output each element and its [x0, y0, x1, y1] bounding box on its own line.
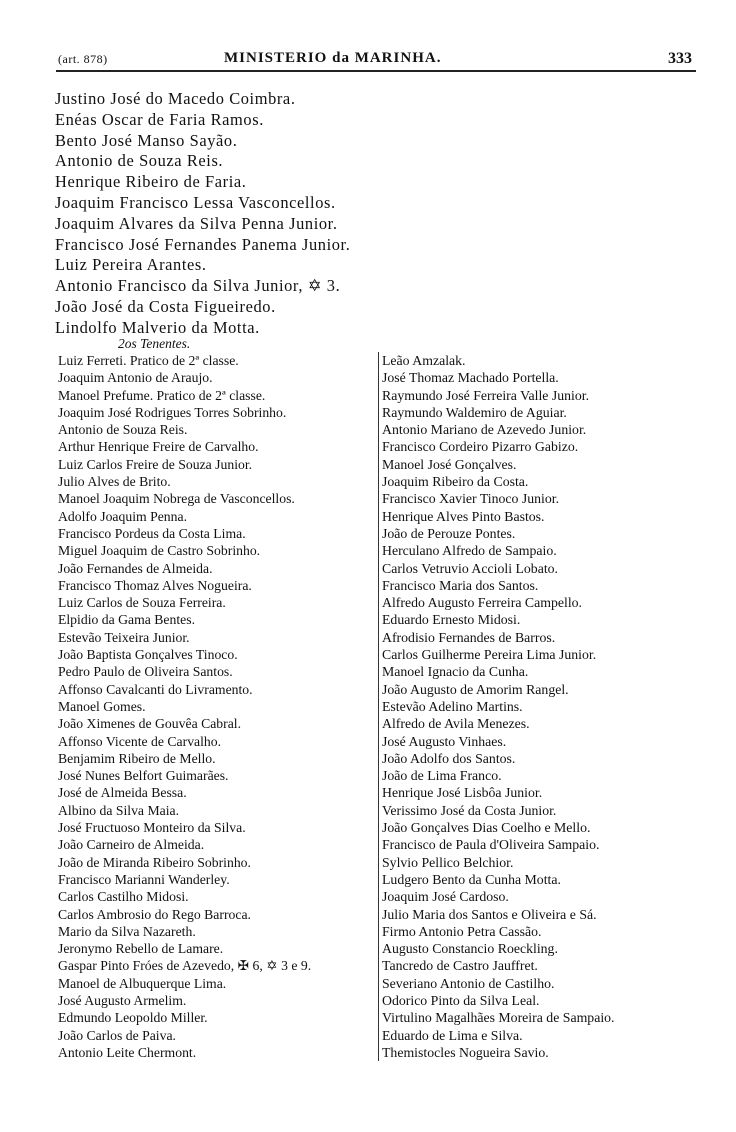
list-item: Joaquim Antonio de Araujo.	[58, 370, 213, 386]
list-item: Alfredo Augusto Ferreira Campello.	[382, 595, 583, 611]
list-item: Benjamim Ribeiro de Mello.	[58, 750, 216, 766]
list-item: Carlos Castilho Midosi.	[58, 889, 189, 905]
list-item: Carlos Ambrosio do Rego Barroca.	[58, 906, 251, 922]
list-item: Antonio Leite Chermont.	[58, 1044, 197, 1060]
list-item: Eduardo de Lima e Silva.	[382, 1027, 523, 1043]
list-item: Francisco Thomaz Alves Nogueira.	[58, 577, 252, 593]
list-item: Verissimo José da Costa Junior.	[382, 802, 557, 818]
list-item: João de Lima Franco.	[382, 768, 502, 784]
list-item: Leão Amzalak.	[382, 353, 466, 368]
list-item: Tancredo de Castro Jauffret.	[382, 958, 538, 974]
list-item: Manoel Ignacio da Cunha.	[382, 664, 529, 680]
list-item: Joaquim Ribeiro da Costa.	[382, 474, 529, 490]
list-item: Henrique Alves Pinto Bastos.	[382, 508, 545, 524]
officer-name: Joaquim Francisco Lessa Vasconcellos.	[55, 192, 336, 212]
section-title: 2os Tenentes.	[118, 336, 191, 351]
list-item: Pedro Paulo de Oliveira Santos.	[58, 664, 233, 680]
list-item: Carlos Guilherme Pereira Lima Junior.	[382, 647, 597, 663]
list-item: Julio Alves de Brito.	[58, 474, 171, 490]
list-item: Gaspar Pinto Fróes de Azevedo, ✠ 6, ✡ 3 e 9.	[58, 958, 312, 974]
list-item: Augusto Constancio Roeckling.	[382, 941, 558, 957]
list-item: Affonso Vicente de Carvalho.	[58, 733, 222, 749]
list-item: Albino da Silva Maia.	[58, 802, 180, 818]
list-item: Estevão Adelino Martins.	[382, 698, 523, 714]
list-item: Francisco Maria dos Santos.	[382, 577, 539, 593]
list-item: Mario da Silva Nazareth.	[58, 923, 196, 939]
page-title: MINISTERIO da MARINHA.	[224, 50, 442, 66]
list-item: João Gonçalves Dias Coelho e Mello.	[382, 820, 591, 836]
officers-list	[55, 89, 475, 339]
list-item: José Thomaz Machado Portella.	[382, 370, 559, 386]
list-item: Raymundo José Ferreira Valle Junior.	[382, 387, 590, 403]
list-item: João Carneiro de Almeida.	[58, 837, 205, 853]
list-item: José Fructuoso Monteiro da Silva.	[58, 820, 246, 836]
list-item: José de Almeida Bessa.	[58, 785, 187, 801]
officer-name: Lindolfo Malverio da Motta.	[55, 317, 260, 337]
list-item: Sylvio Pellico Belchior.	[382, 854, 514, 870]
list-item: Themistocles Nogueira Savio.	[382, 1044, 549, 1060]
list-item: Manoel Prefume. Pratico de 2ª classe.	[58, 387, 266, 403]
left-column-list	[58, 352, 374, 1061]
list-item: João Augusto de Amorim Rangel.	[382, 681, 569, 697]
officer-name: Enéas Oscar de Faria Ramos.	[55, 109, 264, 129]
list-item: Miguel Joaquim de Castro Sobrinho.	[58, 543, 261, 559]
list-item: Jeronymo Rebello de Lamare.	[58, 941, 224, 957]
list-item: Estevão Teixeira Junior.	[58, 629, 190, 645]
list-item: Antonio Mariano de Azevedo Junior.	[382, 422, 587, 438]
list-item: Luiz Carlos Freire de Souza Junior.	[58, 456, 253, 472]
officer-name: Antonio de Souza Reis.	[55, 151, 224, 171]
list-item: Herculano Alfredo de Sampaio.	[382, 543, 557, 559]
page-number: 333	[668, 50, 692, 67]
officer-name: Justino José do Macedo Coimbra.	[55, 89, 296, 108]
officer-name: João José da Costa Figueiredo.	[55, 296, 276, 316]
officer-name: Luiz Pereira Arantes.	[55, 255, 207, 275]
list-item: Luiz Carlos de Souza Ferreira.	[58, 595, 226, 611]
list-item: Luiz Ferreti. Pratico de 2ª classe.	[58, 353, 239, 368]
list-item: José Nunes Belfort Guimarães.	[58, 768, 229, 784]
list-item: José Augusto Vinhaes.	[382, 733, 507, 749]
list-item: Francisco Xavier Tinoco Junior.	[382, 491, 560, 507]
list-item: Henrique José Lisbôa Junior.	[382, 785, 543, 801]
list-item: João Carlos de Paiva.	[58, 1027, 176, 1043]
officer-name: Antonio Francisco da Silva Junior, ✡ 3.	[55, 276, 341, 296]
list-item: João Baptista Gonçalves Tinoco.	[58, 647, 238, 663]
list-item: Francisco de Paula d'Oliveira Sampaio.	[382, 837, 600, 853]
list-item: Manoel José Gonçalves.	[382, 456, 517, 472]
header-rule	[56, 70, 696, 72]
list-item: João Fernandes de Almeida.	[58, 560, 213, 576]
list-item: Raymundo Waldemiro de Aguiar.	[382, 404, 567, 420]
list-item: Carlos Vetruvio Accioli Lobato.	[382, 560, 559, 576]
list-item: Ludgero Bento da Cunha Motta.	[382, 871, 561, 887]
list-item: Edmundo Leopoldo Miller.	[58, 1010, 208, 1026]
list-item: Arthur Henrique Freire de Carvalho.	[58, 439, 259, 455]
list-item: Odorico Pinto da Silva Leal.	[382, 992, 540, 1008]
list-item: Afrodisio Fernandes de Barros.	[382, 629, 556, 645]
officer-name: Bento José Manso Sayão.	[55, 130, 238, 150]
list-item: Joaquim José Rodrigues Torres Sobrinho.	[58, 404, 287, 420]
officer-name: Francisco José Fernandes Panema Junior.	[55, 234, 351, 254]
list-item: Francisco Pordeus da Costa Lima.	[58, 525, 246, 541]
list-item: Firmo Antonio Petra Cassão.	[382, 923, 542, 939]
list-item: Julio Maria dos Santos e Oliveira e Sá.	[382, 906, 597, 922]
right-column-list	[378, 352, 702, 1061]
page-header	[58, 50, 694, 70]
list-item: Eduardo Ernesto Midosi.	[382, 612, 521, 628]
list-item: Joaquim José Cardoso.	[382, 889, 509, 905]
list-item: Manoel Gomes.	[58, 698, 146, 714]
officer-name: Joaquim Alvares da Silva Penna Junior.	[55, 213, 338, 233]
officer-name: Henrique Ribeiro de Faria.	[55, 172, 247, 192]
list-item: José Augusto Armelim.	[58, 992, 187, 1008]
list-item: Adolfo Joaquim Penna.	[58, 508, 188, 524]
list-item: João de Miranda Ribeiro Sobrinho.	[58, 854, 251, 870]
list-item: Virtulino Magalhães Moreira de Sampaio.	[382, 1010, 615, 1026]
list-item: Francisco Marianni Wanderley.	[58, 871, 230, 887]
article-reference: (art. 878)	[58, 52, 108, 66]
list-item: João Ximenes de Gouvêa Cabral.	[58, 716, 242, 732]
list-item: Severiano Antonio de Castilho.	[382, 975, 555, 991]
list-item: Antonio de Souza Reis.	[58, 422, 188, 438]
list-item: Manoel Joaquim Nobrega de Vasconcellos.	[58, 491, 295, 507]
list-item: Francisco Cordeiro Pizarro Gabizo.	[382, 439, 579, 455]
list-item: João Adolfo dos Santos.	[382, 750, 516, 766]
list-item: Manoel de Albuquerque Lima.	[58, 975, 227, 991]
list-item: João de Perouze Pontes.	[382, 525, 516, 541]
list-item: Alfredo de Avila Menezes.	[382, 716, 530, 732]
list-item: Affonso Cavalcanti do Livramento.	[58, 681, 253, 697]
list-item: Elpidio da Gama Bentes.	[58, 612, 195, 628]
